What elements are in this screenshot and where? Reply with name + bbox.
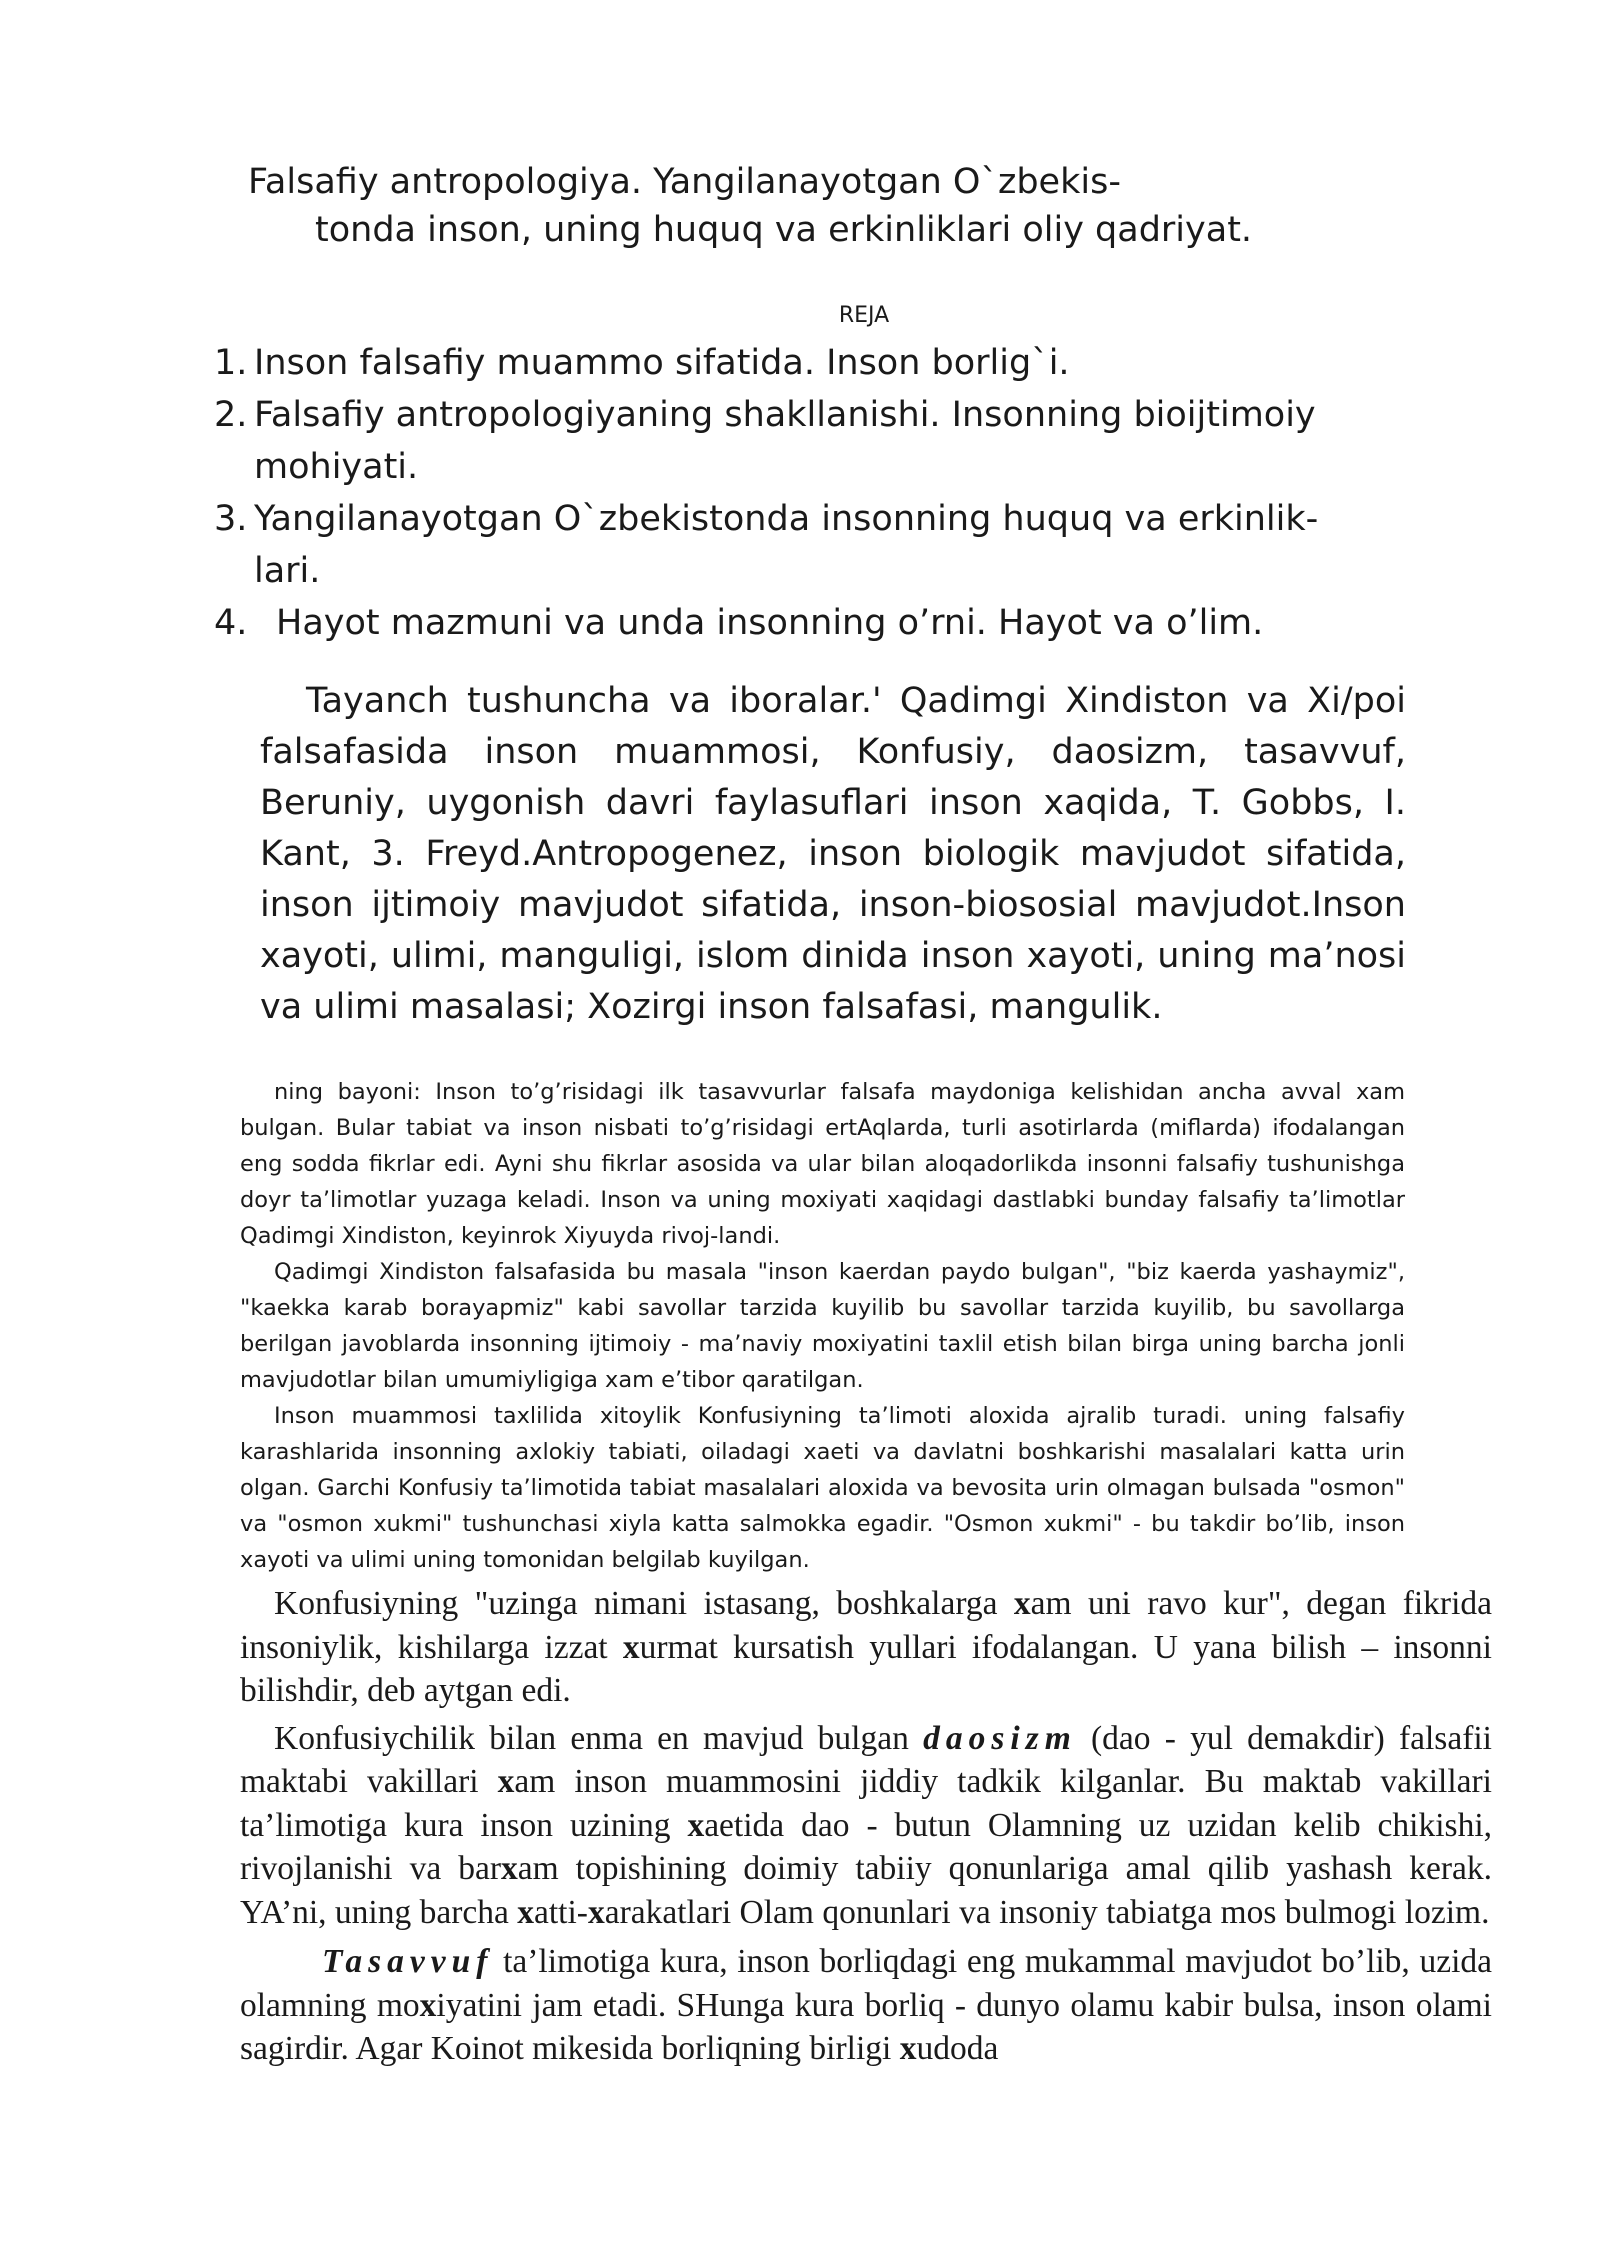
text-run: udoda [916,2030,999,2067]
bold-letter: x [497,1763,515,1800]
text-run: urmat kursatish yullari ifodalangan. U yana bilish – insonni bilishdir, deb aytgan edi. [240,1628,1492,1709]
text-run: am topishining doimiy tabiiy qonunlariga amal qilib yashash kerak. YA’ni, uning barcha [240,1850,1492,1931]
plan-item-3 [214,493,1364,597]
title-line-2: tonda inson, uning huquq va erkinliklari oliy qadriyat. [315,210,1253,250]
text-run: aetida dao - butun Olamning uz uzidan kelib chikishi, rivojlanishi va bar [240,1806,1493,1887]
main-text-block [240,1582,1492,2071]
tasavvuf-paragraph [240,1940,1492,2071]
plan-heading: REJA [838,303,890,328]
text-run: ta’limotiga kura, inson borliqdagi eng mukammal mavjudot bo’lib, uzida olamning mo [240,1943,1492,2024]
plan-item-number: 3. [214,499,248,539]
text-run: (dao - yul demakdir) falsafii maktabi vakillari [240,1719,1492,1800]
bold-letter: x [419,1986,437,2024]
plan-item-2 [214,389,1364,493]
term-tasavvuf: Tasavvuf [322,1943,494,1980]
bold-letter: x [687,1806,705,1844]
plan-item-4 [214,597,1364,649]
text-run: atti- [534,1893,588,1931]
text-run: am uni ravo kur", degan fikrida insoniylik, kishilarga izzat [240,1585,1492,1666]
bold-letter: x [899,2030,917,2067]
intro-paragraph-2: Qadimgi Xindiston falsafasida bu masala "inson kaerdan paydo bulgan", "biz kaerda yashaymiz", "kaekka karab borayapmiz" kabi savollar tarzida kuyilib bu savollar tarzida kuyilib, bu savollarga berilgan javoblarda insonning ijtimoiy - ma’naviy moxiyatini taxlil etish bilan birga uning barcha jonli mavjudotlar bilan umumiyligiga xam e’tibor qaratilgan. [240,1259,1405,1393]
key-concepts-paragraph: Tayanch tushuncha va iboralar.' Qadimgi Xindiston va Xi/poi falsafasida inson muammosi, Konfusiy, daosizm, tasavvuf, Beruniy, uygonish davri faylasuflari inson xaqida, T. Gobbs, I. Kant, 3. Freyd.Antropogenez, inson biologik mavjudot sifatida, inson ijtimoiy mavjudot sifatida, inson-biososial mavjudot.Inson xayoti, ulimi, manguligi, islom dinida inson xayoti, uning ma’nosi va ulimi masalasi; Xozirgi inson falsafasi, mangulik. [260,681,1406,1027]
text-run: arakatlari Olam qonunlari va insoniy tabiatga mos bulmogi lozim. [604,1893,1490,1931]
plan-item-number: 1. [214,343,248,383]
plan-item-text: Inson falsafiy muammo sifatida. Inson borlig`i. [254,343,1070,383]
bold-letter: x [587,1893,605,1931]
bold-letter: x [1013,1585,1031,1622]
plan-item-1 [214,337,1364,389]
daoism-paragraph [240,1717,1492,1935]
bold-letter: x [622,1628,640,1666]
plan-item-number: 2. [214,395,248,435]
plan-item-text: Yangilanayotgan O`zbekistonda insonning huquq va erkinlik-lari. [254,499,1319,591]
plan-item-text: Hayot mazmuni va unda insonning o’rni. Hayot va o’lim. [276,603,1264,643]
plan-item-text: Falsafiy antropologiyaning shakllanishi. Insonning bioijtimoiy mohiyati. [254,395,1316,487]
term-daosizm: daosizm [923,1719,1077,1757]
intro-paragraph-1: ning bayoni: Inson to’g’risidagi ilk tasavvurlar falsafa maydoniga kelishidan ancha avval xam bulgan. Bular tabiat va inson nisbati to’g’risidagi ertAqlarda, turli asotirlarda (miflarda) ifodalangan eng sodda fikrlar edi. Ayni shu fikrlar asosida va ular bilan aloqadorlikda insonni falsafiy tushunishga doyr ta’limotlar yuzaga keladi. Inson va uning moxiyati xaqidagi dastlabki bunday falsafiy ta’limotlar Qadimgi Xindiston, keyinrok Xiyuyda rivoj-landi. [240,1079,1405,1249]
text-run: iyatini jam etadi. SHunga kura borliq - dunyo olamu kabir bulsa, inson olami sagirdir. Agar Koinot mikesida borliqning birligi [240,1986,1492,2067]
bold-letter: x [517,1893,534,1931]
plan-list [214,337,1364,649]
intro-paragraph-3: Inson muammosi taxlilida xitoylik Konfusiyning ta’limoti aloxida ajralib turadi. uning falsafiy karashlarida insonning axlokiy tabiati, oiladagi xaeti va davlatni boshkarishi masalalari katta urin olgan. Garchi Konfusiy ta’limotida tabiat masalalari aloxida va bevosita urin olmagan bulsada "osmon" va "osmon xukmi" tushunchasi xiyla katta salmokka egadir. "Osmon xukmi" - bu takdir bo’lib, inson xayoti va ulimi uning tomonidan belgilab kuyilgan. [240,1403,1405,1573]
text-run: Konfusiyning "uzinga nimani istasang, boshkalarga [274,1585,1014,1622]
intro-text-block [240,1074,1405,1578]
text-run: am inson muammosini jiddiy tadkik kilganlar. Bu maktab vakillari ta’limotiga kura inson uzining [240,1763,1492,1844]
title-line-1: Falsafiy antropologiya. Yangilanayotgan O`zbekis- [248,162,1121,202]
text-run: Konfusiychilik bilan enma en mavjud bulgan [274,1719,924,1757]
confucius-paragraph [240,1582,1492,1713]
plan-item-number: 4. [214,603,248,643]
bold-letter: x [501,1850,518,1887]
